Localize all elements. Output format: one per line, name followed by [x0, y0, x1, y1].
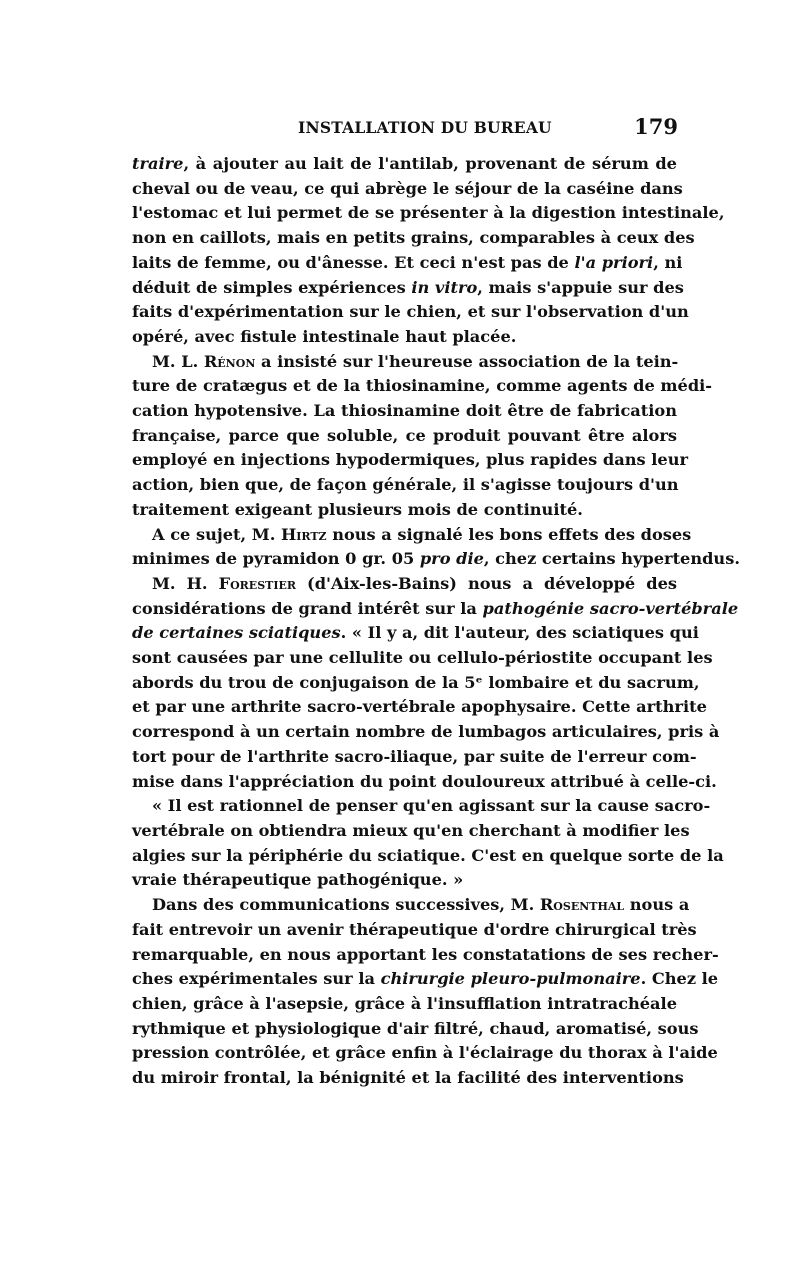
text-line: rythmique et physiologique d'air filtré, chaud, aromatisé, sous: [132, 1018, 699, 1038]
running-title: INSTALLATION DU BUREAU: [298, 118, 552, 137]
text-line: minimes de pyramidon 0 gr. 05 pro die, chez certains hypertendus.: [132, 549, 740, 569]
text-line: traire, à ajouter au lait de l'antilab, provenant de sérum de: [132, 154, 677, 173]
page-number: 179: [634, 114, 678, 139]
text-line: et par une arthrite sacro-vertébrale apophysaire. Cette arthrite: [132, 697, 707, 717]
text-line: opéré, avec fistule intestinale haut placée.: [132, 326, 517, 346]
paragraph-start-line: Dans des communications successives, M. Rosenthal nous a: [152, 895, 690, 915]
text-line: laits de femme, ou d'ânesse. Et ceci n'est pas de l'a priori, ni: [132, 252, 683, 272]
page-header: [130, 114, 678, 144]
paragraph-start-line: M. H. Forestier (d'Aix-les-Bains) nous a développé des: [152, 573, 677, 593]
text-line: pression contrôlée, et grâce enfin à l'éclairage du thorax à l'aide: [132, 1043, 718, 1063]
text-line: employé en injections hypodermiques, plus rapides dans leur: [132, 450, 689, 470]
text-line: action, bien que, de façon générale, il s'agisse toujours d'un: [132, 475, 679, 495]
text-line: sont causées par une cellulite ou cellulo-périostite occupant les: [132, 648, 713, 668]
paragraph-start-line: « Il est rationnel de penser qu'en agissant sur la cause sacro-: [152, 796, 711, 816]
text-line: abords du trou de conjugaison de la 5ᵉ lombaire et du sacrum,: [132, 672, 700, 692]
text-line: vraie thérapeutique pathogénique. »: [132, 870, 464, 890]
text-line: ture de cratægus et de la thiosinamine, comme agents de médi-: [132, 376, 713, 396]
text-line: déduit de simples expériences in vitro, mais s'appuie sur des: [132, 277, 684, 297]
text-line: remarquable, en nous apportant les constatations de ses recher-: [132, 944, 719, 964]
text-line: vertébrale on obtiendra mieux qu'en cherchant à modifier les: [132, 820, 690, 840]
text-line: tort pour de l'arthrite sacro-iliaque, par suite de l'erreur com-: [132, 746, 697, 766]
text-line: fait entrevoir un avenir thérapeutique d'ordre chirurgical très: [132, 919, 697, 939]
text-line: cation hypotensive. La thiosinamine doit être de fabrication: [132, 401, 677, 421]
body-text: [132, 152, 740, 1091]
text-line: chien, grâce à l'asepsie, grâce à l'insufflation intratrachéale: [132, 993, 677, 1013]
text-line: correspond à un certain nombre de lumbagos articulaires, pris à: [132, 722, 720, 742]
text-line: mise dans l'appréciation du point douloureux attribué à celle-ci.: [132, 771, 717, 791]
text-line: traitement exigeant plusieurs mois de continuité.: [132, 499, 583, 519]
text-line: de certaines sciatiques. « Il y a, dit l'auteur, des sciatiques qui: [132, 623, 699, 643]
text-line: cheval ou de veau, ce qui abrège le séjour de la caséine dans: [132, 178, 683, 198]
paragraph-start-line: A ce sujet, M. Hirtz nous a signalé les bons effets des doses: [152, 524, 692, 544]
text-line: ches expérimentales sur la chirurgie pleuro-pulmonaire. Chez le: [132, 969, 719, 989]
text-line: algies sur la périphérie du sciatique. C'est en quelque sorte de la: [132, 845, 724, 865]
text-line: du miroir frontal, la bénignité et la facilité des interventions: [132, 1068, 684, 1088]
text-line: française, parce que soluble, ce produit pouvant être alors: [132, 425, 677, 445]
text-line: faits d'expérimentation sur le chien, et sur l'observation d'un: [132, 302, 689, 322]
paragraph-start-line: M. L. Rénon a insisté sur l'heureuse association de la tein-: [152, 351, 679, 371]
text-line: non en caillots, mais en petits grains, comparables à ceux des: [132, 228, 695, 248]
text-line: l'estomac et lui permet de se présenter à la digestion intestinale,: [132, 203, 725, 223]
text-line: considérations de grand intérêt sur la pathogénie sacro-vertébrale: [132, 598, 739, 618]
